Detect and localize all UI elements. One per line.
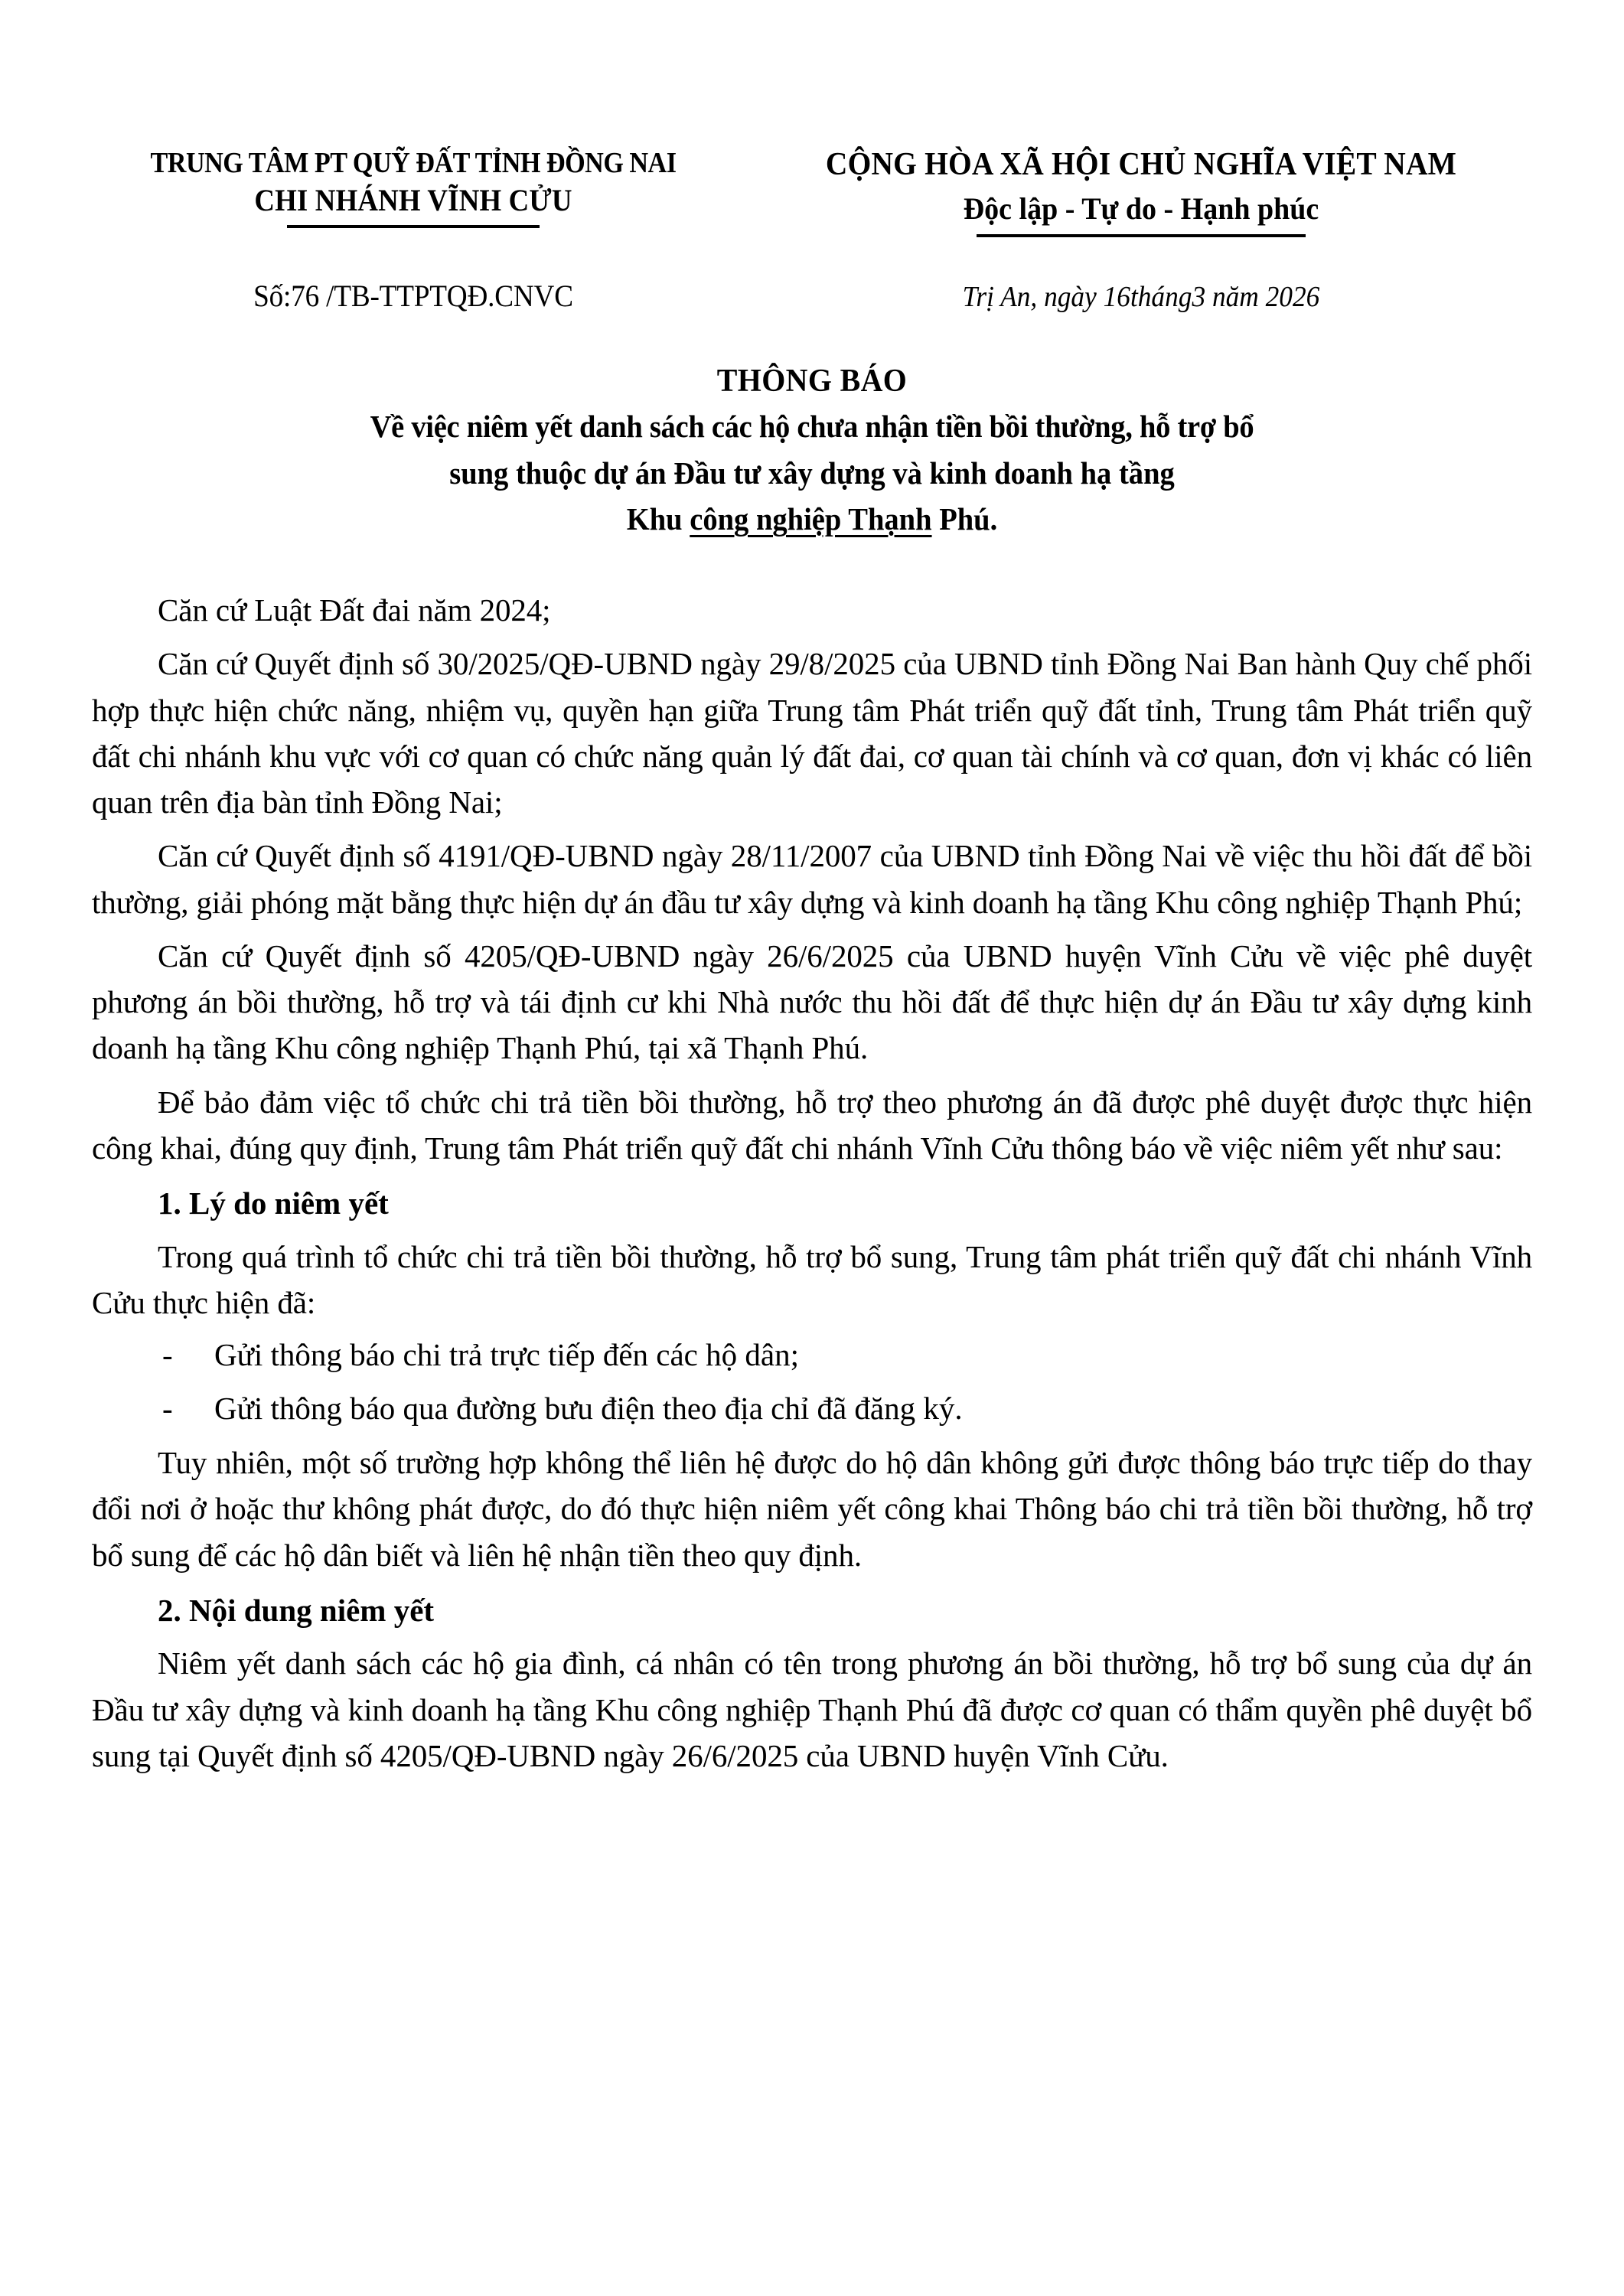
title-subline-3-prefix: Khu (626, 501, 690, 537)
document-title-block (0, 360, 1624, 541)
title-subline-3 (157, 497, 1468, 541)
paragraph-section1-intro: Trong quá trình tổ chức chi trả tiền bồi thường, hỗ trợ bổ sung, Trung tâm phát triển quỹ đất chi nhánh Vĩnh Cửu thực hiện đã: (92, 1238, 1532, 1320)
document-number: Số:76 /TB-TTPTQĐ.CNVC (253, 279, 573, 314)
dash-bullet-icon: - (162, 1337, 173, 1373)
title-subline-3-suffix: Phú. (931, 501, 998, 537)
organization-name-line1: TRUNG TÂM PT QUỸ ĐẤT TỈNH ĐỒNG NAI (150, 147, 677, 179)
notification-methods-list (92, 1332, 1532, 1432)
title-subline-2: sung thuộc dự án Đầu tư xây dựng và kinh doanh hạ tầng (449, 455, 1175, 491)
title-subline-3-underlined: công nghiệp Thạnh (690, 501, 932, 537)
branch-underline-rule (287, 225, 540, 228)
document-meta-row (0, 237, 1624, 316)
document-header (0, 0, 1624, 237)
document-body (0, 541, 1624, 1779)
paragraph-section1-explanation: Tuy nhiên, một số trường hợp không thể liên hệ được do hộ dân không gửi được thông báo trực tiếp do thay đổi nơi ở hoặc thư không phát được, do đó thực hiện niêm yết công khai Thông báo chi trả tiền bồi thường, hỗ trợ bổ sung để các hộ dân biết và liên hệ nhận tiền theo quy định. (92, 1445, 1532, 1573)
paragraph-purpose: Để bảo đảm việc tổ chức chi trả tiền bồi thường, hỗ trợ theo phương án đã được phê duyệt được thực hiện công khai, đúng quy định, Trung tâm Phát triển quỹ đất chi nhánh Vĩnh Cửu thông báo về việc niêm yết như sau: (92, 1084, 1532, 1166)
page-title: THÔNG BÁO (716, 363, 908, 399)
dash-bullet-icon: - (162, 1390, 173, 1426)
list-item (92, 1385, 1532, 1433)
issuing-organization-block (84, 145, 742, 228)
paragraph-legal-basis-2: Căn cứ Quyết định số 30/2025/QĐ-UBND ngày 29/8/2025 của UBND tỉnh Đồng Nai Ban hành Quy chế phối hợp thực hiện chức năng, nhiệm vụ, quyền hạn giữa Trung tâm Phát triển quỹ đất tỉnh, Trung tâm Phát triển quỹ đất chi nhánh khu vực với cơ quan có chức năng quản lý đất đai, cơ quan tài chính và cơ quan, đơn vị khác có liên quan trên địa bàn tỉnh Đồng Nai; (92, 646, 1532, 820)
document-place-date: Trị An, ngày 16tháng3 năm 2026 (962, 281, 1320, 314)
national-title: CỘNG HÒA XÃ HỘI CHỦ NGHĨA VIỆT NAM (825, 147, 1457, 182)
title-subline-1: Về việc niêm yết danh sách các hộ chưa nhận tiền bồi thường, hỗ trợ bổ (370, 409, 1254, 445)
organization-branch-line2: CHI NHÁNH VĨNH CỬU (254, 183, 572, 218)
section-heading-2: 2. Nội dung niêm yết (158, 1592, 435, 1628)
paragraph-legal-basis-4: Căn cứ Quyết định số 4205/QĐ-UBND ngày 26/6/2025 của UBND huyện Vĩnh Cửu về việc phê duyệt phương án bồi thường, hỗ trợ và tái định cư khi Nhà nước thu hồi đất để thực hiện dự án Đầu tư xây dựng kinh doanh hạ tầng Khu công nghiệp Thạnh Phú, tại xã Thạnh Phú. (92, 938, 1532, 1066)
list-item-label: Gửi thông báo qua đường bưu điện theo địa chỉ đã đăng ký. (214, 1390, 963, 1426)
motto-underline-rule (977, 234, 1306, 237)
national-motto: Độc lập - Tự do - Hạnh phúc (963, 191, 1319, 227)
paragraph-legal-basis-1: Căn cứ Luật Đất đai năm 2024; (158, 592, 551, 628)
paragraph-section2-content: Niêm yết danh sách các hộ gia đình, cá nhân có tên trong phương án bồi thường, hỗ trợ bổ sung của dự án Đầu tư xây dựng và kinh doanh hạ tầng Khu công nghiệp Thạnh Phú đã được cơ quan có thẩm quyền phê duyệt bổ sung tại Quyết định số 4205/QĐ-UBND ngày 26/6/2025 của UBND huyện Vĩnh Cửu. (92, 1645, 1532, 1773)
section-heading-1: 1. Lý do niêm yết (158, 1186, 389, 1221)
list-item (92, 1332, 1532, 1379)
list-item-label: Gửi thông báo chi trả trực tiếp đến các hộ dân; (214, 1337, 799, 1373)
national-motto-block (742, 145, 1540, 237)
paragraph-legal-basis-3: Căn cứ Quyết định số 4191/QĐ-UBND ngày 28/11/2007 của UBND tỉnh Đồng Nai về việc thu hồi đất để bồi thường, giải phóng mặt bằng thực hiện dự án đầu tư xây dựng và kinh doanh hạ tầng Khu công nghiệp Thạnh Phú; (92, 838, 1532, 920)
